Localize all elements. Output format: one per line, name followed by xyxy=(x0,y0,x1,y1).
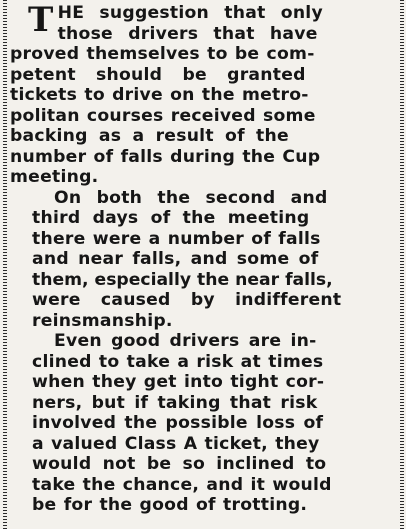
text-line: third days of the meeting xyxy=(32,208,310,228)
text-line: backing as a result of the xyxy=(10,126,289,146)
paragraph-3 xyxy=(10,331,394,516)
text-line: involved the possible loss of xyxy=(32,413,324,433)
newspaper-article xyxy=(10,0,394,516)
text-line: On both the second and xyxy=(54,187,328,208)
drop-cap: T xyxy=(28,0,54,40)
text-line: ners, but if taking that risk xyxy=(32,392,318,413)
paragraph-2 xyxy=(10,188,394,332)
text-line: petent should be granted xyxy=(10,64,306,85)
text-line: them, especially the near falls, xyxy=(32,269,333,290)
text-line: when they get into tight cor- xyxy=(32,372,325,392)
text-line: tickets to drive on the metro- xyxy=(10,85,309,105)
text-line: number of falls during the Cup xyxy=(10,146,321,167)
paragraph-1 xyxy=(10,0,394,188)
text-line: clined to take a risk at times xyxy=(32,351,324,372)
text-line: proved themselves to be com- xyxy=(10,44,315,64)
text-line: were caused by indifferent xyxy=(32,290,342,310)
text-line: HE suggestion that only xyxy=(57,3,323,23)
text-line: politan courses received some xyxy=(10,105,316,126)
text-line: take the chance, and it would xyxy=(32,474,332,495)
text-line: a valued Class A ticket, they xyxy=(32,433,320,454)
text-line: those drivers that have xyxy=(57,23,318,44)
text-line: there were a number of falls xyxy=(32,228,321,249)
text-line: meeting. xyxy=(10,167,99,187)
column-rule-right xyxy=(400,0,404,529)
text-line: would not be so inclined to xyxy=(32,454,327,474)
text-line: Even good drivers are in- xyxy=(54,331,317,351)
column-rule-left xyxy=(3,0,7,529)
text-line: and near falls, and some of xyxy=(32,249,319,269)
text-line: be for the good of trotting. xyxy=(32,495,308,515)
text-line: reinsmanship. xyxy=(32,310,173,331)
